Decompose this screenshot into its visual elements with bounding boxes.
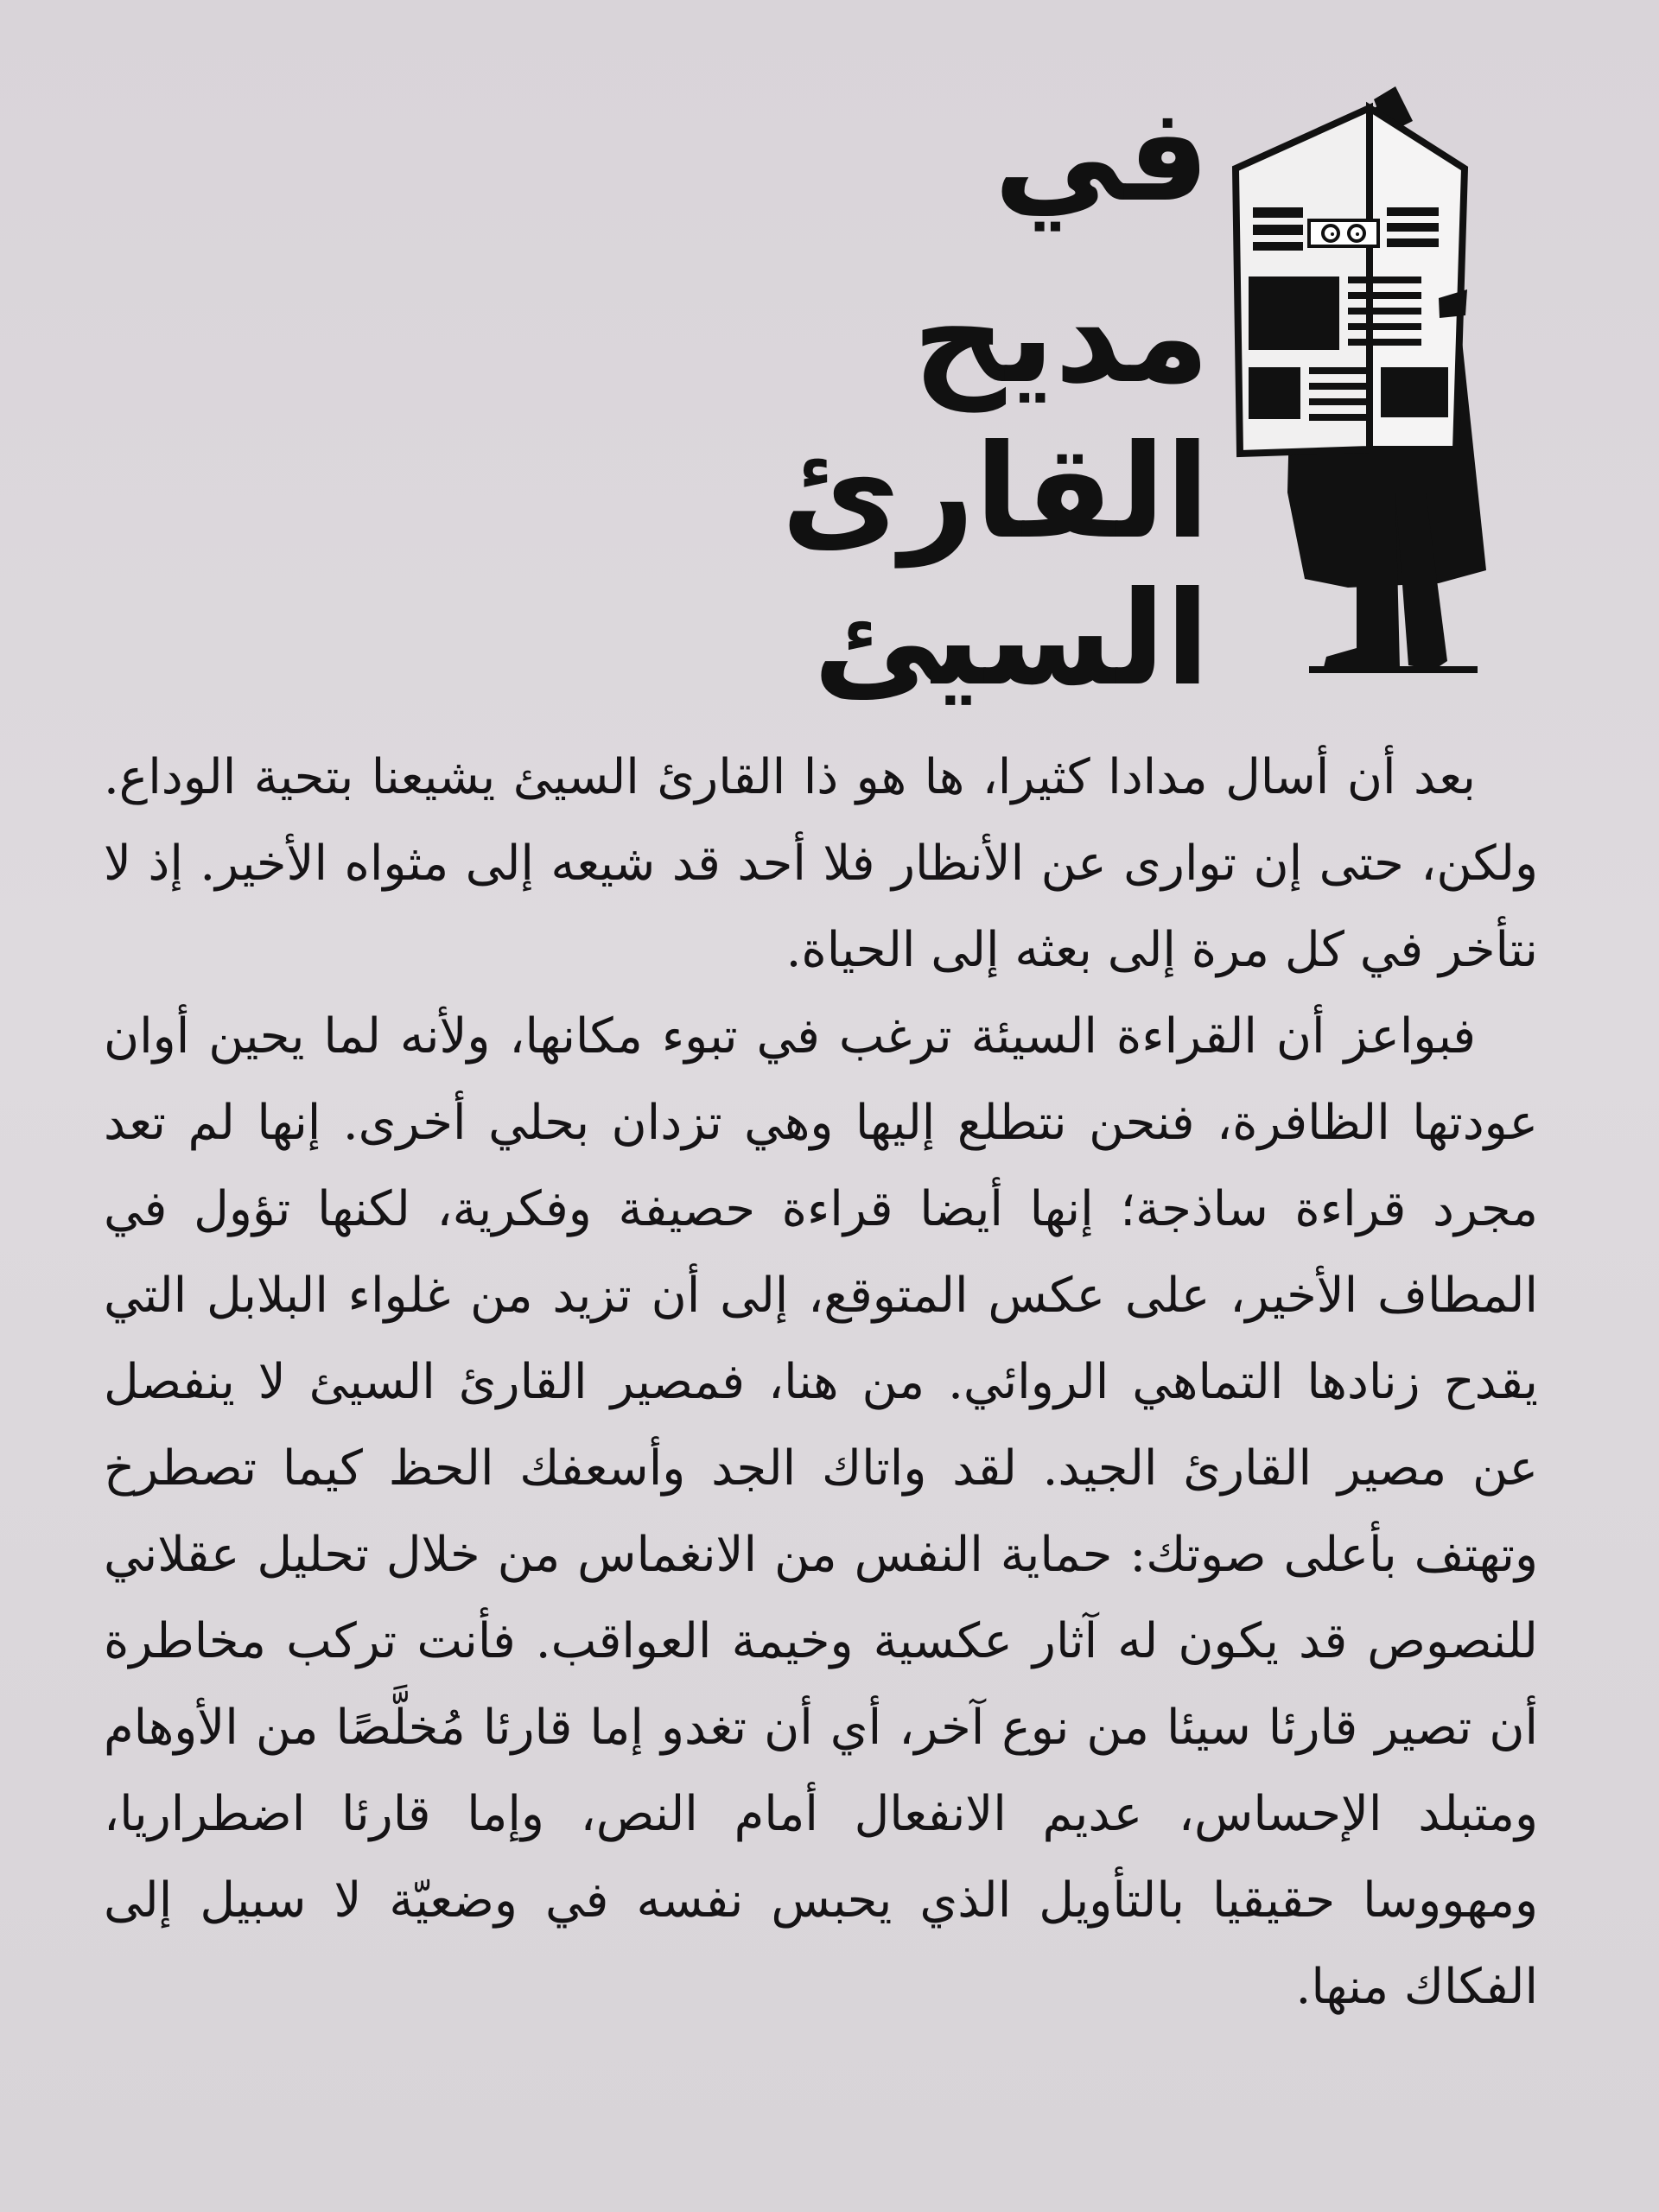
newspaper [1236, 108, 1467, 454]
cover-header [0, 0, 1659, 734]
title-line-3: السيئ [812, 564, 1210, 715]
newspaper-reader-illustration [1227, 86, 1538, 691]
body-text [104, 734, 1539, 2015]
peeking-eyes-icon [1309, 220, 1378, 246]
title-line-1: مديح [912, 262, 1210, 412]
title-prefix: في [994, 80, 1210, 231]
paragraph-2: فبواعز أن القراءة السيئة ترغب في تبوء مكانها، ولأنه لما يحين أوان عودتها الظافرة، فنحن نتطلع إليها وهي تزدان بحلي أخرى. إنها لم تعد مجرد قراءة ساذجة؛ إنها أيضا قراءة حصيفة وفكرية، لكنها تؤول في المطاف الأخير، على عكس المتوقع، إلى أن تزيد من غلواء البلابل التي يقدح زنادها التماهي الروائي. من هنا، فمصير القارئ السيئ لا ينفصل عن مصير القارئ الجيد. لقد واتاك الجد وأسعفك الحظ كيما تصطرخ وتهتف بأعلى صوتك: حماية النفس من الانغماس من خلال تحليل عقلاني للنصوص قد يكون له آثار عكسية وخيمة العواقب. فأنت تركب مخاطرة أن تصير قارئا سيئا من نوع آخر، أي أن تغدو إما قارئا مُخلَّصًا من الأوهام ومتبلد الإحساس، عديم الانفعال أمام النص، وإما قارئا اضطراريا، ومهووسا حقيقيا بالتأويل الذي يحبس نفسه في وضعيّة لا سبيل إلى الفكاك منها. [104, 1008, 1539, 2015]
paragraph-1: بعد أن أسال مدادا كثيرا، ها هو ذا القارئ السيئ يشيعنا بتحية الوداع. ولكن، حتى إن توارى عن الأنظار فلا أحد قد شيعه إلى مثواه الأخير. إذ لا نتأخر في كل مرة إلى بعثه إلى الحياة. [104, 749, 1538, 978]
book-title [781, 80, 1210, 721]
title-line-2: القارئ [781, 417, 1210, 568]
